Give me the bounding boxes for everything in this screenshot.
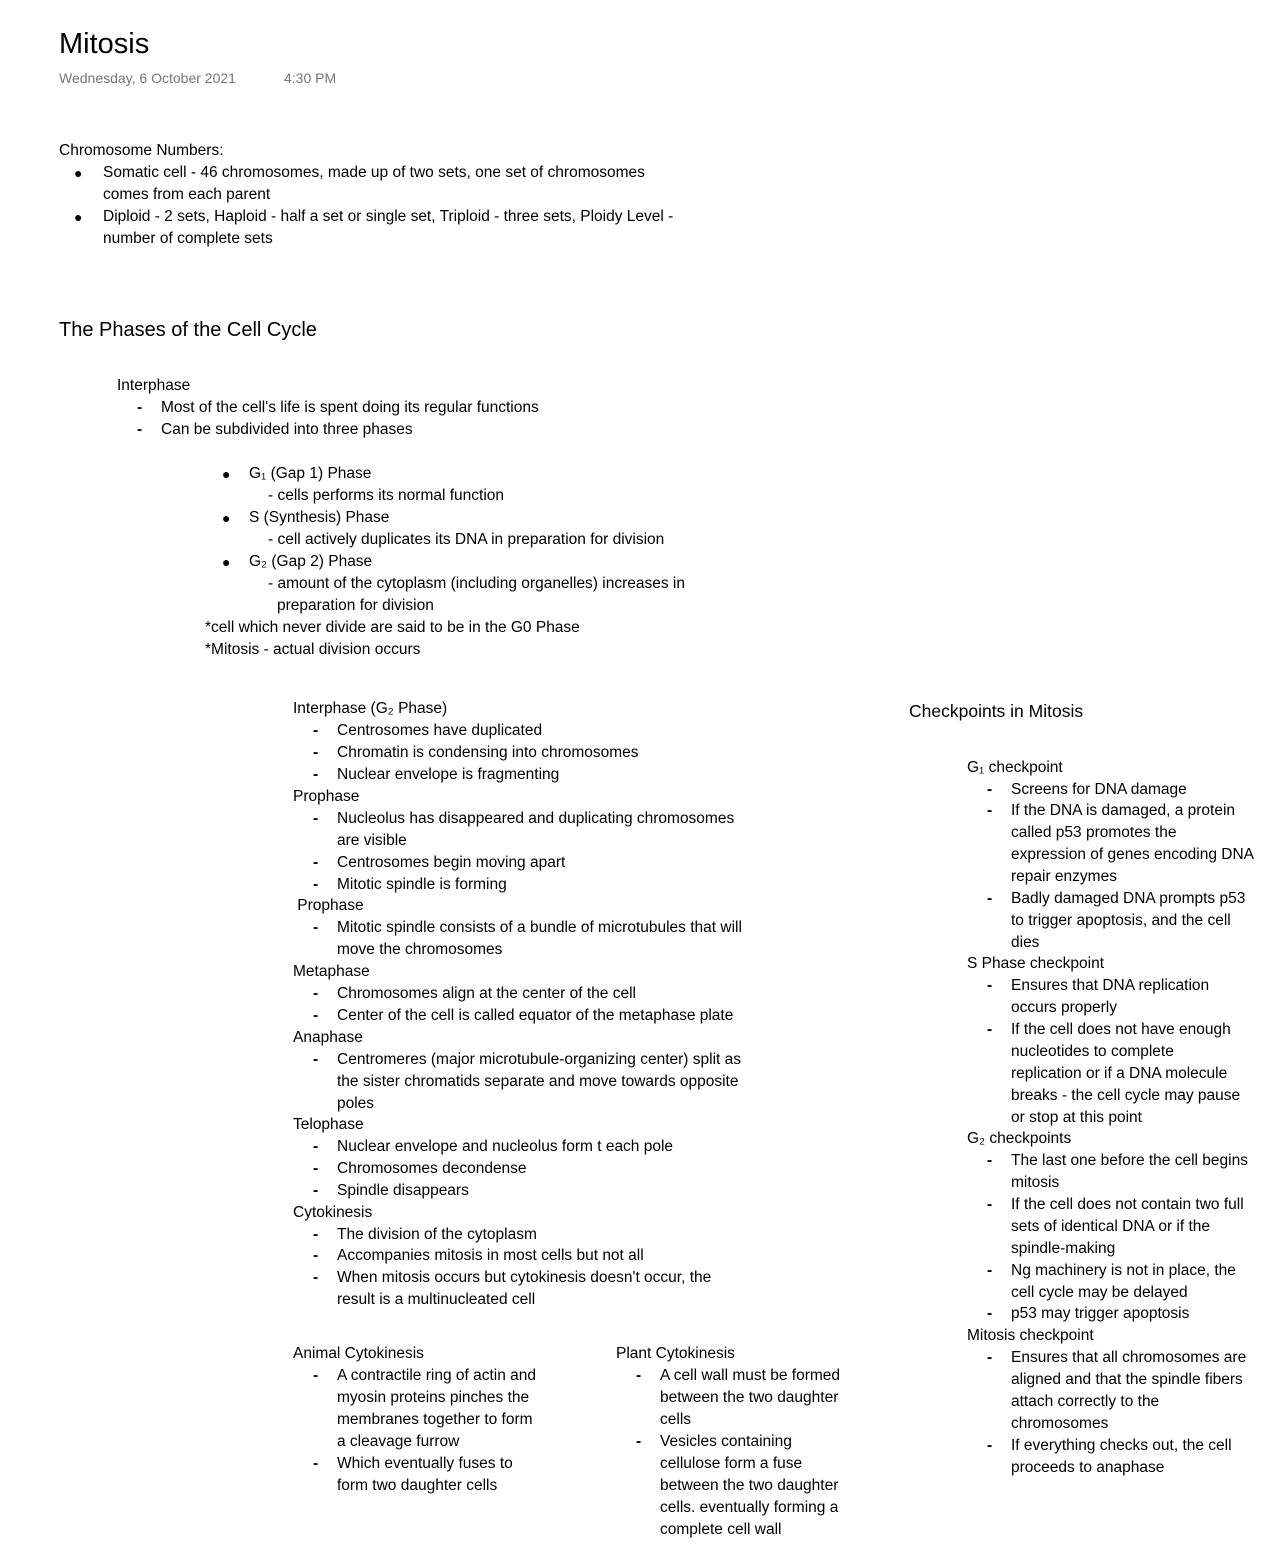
list-item: preparation for division	[277, 597, 434, 614]
list-item: move the chromosomes	[337, 941, 503, 958]
list-item: are visible	[337, 832, 407, 849]
list-item: comes from each parent	[103, 186, 271, 203]
note: *Mitosis - actual division occurs	[205, 641, 421, 658]
list-item: poles	[337, 1095, 375, 1112]
list-item: dies	[1011, 934, 1040, 951]
dash-icon: -	[313, 854, 319, 871]
list-item: Chromosomes align at the center of the cell	[337, 985, 636, 1002]
stage-heading: Cytokinesis	[293, 1204, 373, 1221]
stage-heading: Metaphase	[293, 963, 370, 980]
stage-heading: Telophase	[293, 1116, 364, 1133]
note: *cell which never divide are said to be in the G0 Phase	[205, 619, 580, 636]
list-item: cell cycle may be delayed	[1011, 1284, 1188, 1301]
dash-icon: -	[636, 1433, 642, 1450]
list-item: membranes together to form	[337, 1411, 533, 1428]
list-item: Badly damaged DNA prompts p53	[1011, 890, 1246, 907]
dash-icon: -	[987, 802, 993, 819]
page-time: 4:30 PM	[284, 70, 337, 86]
list-item: G₁ (Gap 1) Phase	[249, 465, 372, 482]
list-item: If the DNA is damaged, a protein	[1011, 802, 1236, 819]
list-item: Nuclear envelope and nucleolus form t each pole	[337, 1138, 674, 1155]
bullet-icon: ●	[222, 554, 231, 570]
list-item: Nuclear envelope is fragmenting	[337, 766, 560, 783]
list-item: S (Synthesis) Phase	[249, 509, 390, 526]
list-item: complete cell wall	[660, 1521, 782, 1538]
list-item: proceeds to anaphase	[1011, 1459, 1165, 1476]
list-item: Center of the cell is called equator of the metaphase plate	[337, 1007, 734, 1024]
chromosome-numbers-heading: Chromosome Numbers:	[59, 142, 224, 159]
list-item: - cell actively duplicates its DNA in preparation for division	[268, 531, 665, 548]
list-item: If the cell does not contain two full	[1011, 1196, 1244, 1213]
list-item: attach correctly to the	[1011, 1393, 1160, 1410]
checkpoint-heading: Mitosis checkpoint	[967, 1327, 1094, 1344]
list-item: Accompanies mitosis in most cells but not all	[337, 1247, 644, 1264]
dash-icon: -	[313, 985, 319, 1002]
stage-heading: Interphase (G₂ Phase)	[293, 700, 448, 717]
list-item: called p53 promotes the	[1011, 824, 1177, 841]
list-item: a cleavage furrow	[337, 1433, 460, 1450]
dash-icon: -	[987, 977, 993, 994]
list-item: A contractile ring of actin and	[337, 1367, 537, 1384]
stage-heading: Anaphase	[293, 1029, 363, 1046]
list-item: When mitosis occurs but cytokinesis doesn't occur, the	[337, 1269, 712, 1286]
plant-cytokinesis-heading: Plant Cytokinesis	[616, 1345, 735, 1362]
bullet-icon: ●	[222, 510, 231, 526]
list-item: Centromeres (major microtubule-organizing center) split as	[337, 1051, 742, 1068]
dash-icon: -	[313, 1269, 319, 1286]
list-item: Most of the cell's life is spent doing its regular functions	[161, 399, 539, 416]
dash-icon: -	[313, 1455, 319, 1472]
checkpoints-heading: Checkpoints in Mitosis	[909, 701, 1084, 721]
list-item: occurs properly	[1011, 999, 1117, 1016]
page-title[interactable]: Mitosis	[59, 28, 150, 60]
list-item: aligned and that the spindle fibers	[1011, 1371, 1243, 1388]
list-item: the sister chromatids separate and move towards opposite	[337, 1073, 739, 1090]
dash-icon: -	[313, 766, 319, 783]
list-item: Ensures that all chromosomes are	[1011, 1349, 1247, 1366]
list-item: myosin proteins pinches the	[337, 1389, 530, 1406]
checkpoint-heading: G₂ checkpoints	[967, 1130, 1072, 1147]
list-item: Ng machinery is not in place, the	[1011, 1262, 1236, 1279]
list-item: Which eventually fuses to	[337, 1455, 513, 1472]
list-item: spindle-making	[1011, 1240, 1116, 1257]
list-item: Screens for DNA damage	[1011, 781, 1187, 798]
dash-icon: -	[313, 1051, 319, 1068]
list-item: If the cell does not have enough	[1011, 1021, 1231, 1038]
list-item: Chromatin is condensing into chromosomes	[337, 744, 639, 761]
dash-icon: -	[313, 810, 319, 827]
dash-icon: -	[313, 722, 319, 739]
dash-icon: -	[987, 1021, 993, 1038]
list-item: The division of the cytoplasm	[337, 1226, 537, 1243]
dash-icon: -	[313, 1138, 319, 1155]
list-item: result is a multinucleated cell	[337, 1291, 536, 1308]
list-item: Nucleolus has disappeared and duplicating chromosomes	[337, 810, 735, 827]
list-item: Chromosomes decondense	[337, 1160, 527, 1177]
dash-icon: -	[313, 1160, 319, 1177]
list-item: mitosis	[1011, 1174, 1060, 1191]
dash-icon: -	[313, 744, 319, 761]
list-item: or stop at this point	[1011, 1109, 1142, 1126]
dash-icon: -	[987, 1196, 993, 1213]
list-item: Mitotic spindle is forming	[337, 876, 507, 893]
list-item: nucleotides to complete	[1011, 1043, 1174, 1060]
list-item: repair enzymes	[1011, 868, 1117, 885]
animal-cytokinesis-heading: Animal Cytokinesis	[293, 1345, 424, 1362]
interphase-heading: Interphase	[117, 377, 191, 394]
list-item: If everything checks out, the cell	[1011, 1437, 1232, 1454]
dash-icon: -	[313, 1007, 319, 1024]
dash-icon: -	[987, 1152, 993, 1169]
dash-icon: -	[313, 876, 319, 893]
bullet-icon: ●	[74, 209, 83, 225]
list-item: Spindle disappears	[337, 1182, 469, 1199]
dash-icon: -	[987, 1349, 993, 1366]
list-item: Centrosomes have duplicated	[337, 722, 543, 739]
list-item: Centrosomes begin moving apart	[337, 854, 566, 871]
list-item: breaks - the cell cycle may pause	[1011, 1087, 1241, 1104]
list-item: form two daughter cells	[337, 1477, 498, 1494]
dash-icon: -	[987, 1262, 993, 1279]
dash-icon: -	[987, 890, 993, 907]
list-item: between the two daughter	[660, 1477, 839, 1494]
phases-heading: The Phases of the Cell Cycle	[59, 319, 317, 341]
list-item: Ensures that DNA replication	[1011, 977, 1210, 994]
list-item: cells. eventually forming a	[660, 1499, 839, 1516]
list-item: Can be subdivided into three phases	[161, 421, 413, 438]
list-item: chromosomes	[1011, 1415, 1109, 1432]
list-item: Mitotic spindle consists of a bundle of microtubules that will	[337, 919, 742, 936]
dash-icon: -	[636, 1367, 642, 1384]
list-item: - cells performs its normal function	[268, 487, 505, 504]
list-item: Somatic cell - 46 chromosomes, made up of two sets, one set of chromosomes	[103, 164, 645, 181]
list-item: cellulose form a fuse	[660, 1455, 803, 1472]
dash-icon: -	[313, 1367, 319, 1384]
list-item: A cell wall must be formed	[660, 1367, 841, 1384]
list-item: sets of identical DNA or if the	[1011, 1218, 1211, 1235]
checkpoint-heading: G₁ checkpoint	[967, 759, 1063, 776]
bullet-icon: ●	[222, 466, 231, 482]
list-item: The last one before the cell begins	[1011, 1152, 1248, 1169]
list-item: between the two daughter	[660, 1389, 839, 1406]
list-item: Diploid - 2 sets, Haploid - half a set or single set, Triploid - three sets, Ploidy Level -	[103, 208, 674, 225]
list-item: replication or if a DNA molecule	[1011, 1065, 1228, 1082]
dash-icon: -	[987, 1305, 993, 1322]
dash-icon: -	[313, 1182, 319, 1199]
list-item: number of complete sets	[103, 230, 273, 247]
dash-icon: -	[313, 919, 319, 936]
list-item: to trigger apoptosis, and the cell	[1011, 912, 1231, 929]
bullet-icon: ●	[74, 165, 83, 181]
list-item: cells	[660, 1411, 692, 1428]
dash-icon: -	[137, 399, 143, 416]
list-item: Vesicles containing	[660, 1433, 792, 1450]
dash-icon: -	[987, 781, 993, 798]
page-date: Wednesday, 6 October 2021	[59, 70, 236, 86]
stage-heading: Prophase	[293, 897, 364, 914]
list-item: G₂ (Gap 2) Phase	[249, 553, 373, 570]
dash-icon: -	[137, 421, 143, 438]
dash-icon: -	[313, 1247, 319, 1264]
list-item: expression of genes encoding DNA	[1011, 846, 1254, 863]
stage-heading: Prophase	[293, 788, 360, 805]
dash-icon: -	[313, 1226, 319, 1243]
list-item: p53 may trigger apoptosis	[1011, 1305, 1190, 1322]
dash-icon: -	[987, 1437, 993, 1454]
list-item: - amount of the cytoplasm (including organelles) increases in	[268, 575, 685, 592]
checkpoint-heading: S Phase checkpoint	[967, 955, 1105, 972]
